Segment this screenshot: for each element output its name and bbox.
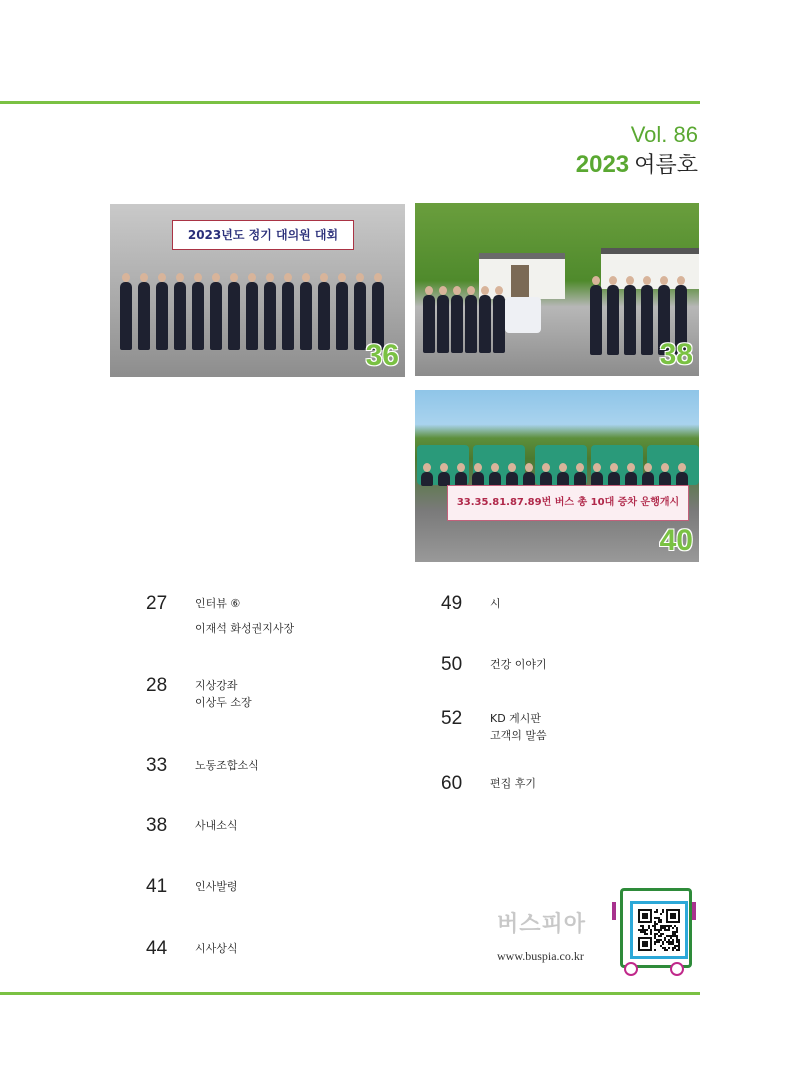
qr-module	[660, 945, 662, 947]
qr-module	[676, 939, 678, 941]
person-figure	[210, 282, 222, 350]
person-head	[338, 273, 346, 282]
person-figure	[300, 282, 312, 350]
person-head	[230, 273, 238, 282]
qr-module	[642, 913, 648, 919]
qr-module	[666, 929, 668, 931]
person-head	[474, 463, 482, 472]
qr-module	[660, 925, 662, 927]
qr-module	[674, 931, 676, 933]
qr-module	[668, 935, 670, 937]
qr-module	[676, 937, 678, 939]
qr-module	[676, 927, 678, 929]
person-figure	[354, 282, 366, 350]
toc-title	[195, 817, 395, 834]
qr-module	[658, 939, 660, 941]
person-figure	[437, 295, 449, 353]
qr-module	[672, 949, 674, 951]
toc-title	[195, 595, 395, 637]
person-head	[525, 463, 533, 472]
person-head	[425, 286, 433, 295]
person-figure	[574, 472, 586, 486]
qr-module	[672, 947, 674, 949]
qr-module	[660, 913, 662, 915]
monument	[511, 265, 529, 297]
qr-module	[668, 939, 670, 941]
qr-module	[656, 933, 658, 935]
person-figure	[641, 285, 653, 355]
qr-module	[676, 929, 678, 931]
qr-module	[662, 943, 664, 945]
qr-module	[642, 925, 644, 927]
qr-module	[654, 911, 656, 913]
person-head	[644, 463, 652, 472]
buspia-logo-text: 버스피아	[497, 912, 587, 937]
person-head	[610, 463, 618, 472]
qr-module	[668, 929, 670, 931]
person-figure	[451, 295, 463, 353]
person-figure	[591, 472, 603, 486]
person-figure	[228, 282, 240, 350]
qr-module	[678, 943, 680, 945]
qr-module	[666, 949, 668, 951]
toc-title	[195, 677, 395, 711]
person-figure	[174, 282, 186, 350]
person-figure	[438, 472, 450, 486]
qr-module	[664, 927, 666, 929]
qr-module	[678, 949, 680, 951]
qr-module	[644, 933, 646, 935]
qr-module	[678, 947, 680, 949]
qr-module	[670, 943, 672, 945]
toc-subtitle: 이상두 소장	[195, 696, 252, 709]
unveil-cloth	[505, 297, 541, 333]
toc-title	[490, 595, 690, 612]
person-figure	[625, 472, 637, 486]
qr-module	[650, 933, 652, 935]
qr-module	[648, 925, 650, 927]
person-head	[176, 273, 184, 282]
person-figure	[423, 295, 435, 353]
qr-module	[654, 933, 656, 935]
qr-module	[672, 933, 674, 935]
person-head	[609, 276, 617, 285]
qr-module	[668, 943, 670, 945]
person-head	[320, 273, 328, 282]
person-head	[453, 286, 461, 295]
person-figure	[472, 472, 484, 486]
person-head	[677, 276, 685, 285]
qr-module	[662, 947, 664, 949]
qr-module	[672, 927, 674, 929]
qr-module	[656, 909, 658, 911]
person-head	[593, 463, 601, 472]
person-figure	[120, 282, 132, 350]
qr-module	[668, 947, 670, 949]
person-figure	[138, 282, 150, 350]
person-head	[248, 273, 256, 282]
qr-module	[676, 935, 678, 937]
toc-page-number: 44	[146, 938, 168, 959]
qr-module	[662, 933, 664, 935]
qr-module	[676, 945, 678, 947]
person-head	[356, 273, 364, 282]
qr-module	[664, 929, 666, 931]
qr-module	[666, 925, 668, 927]
qr-module	[656, 941, 658, 943]
qr-module	[676, 931, 678, 933]
qr-module	[642, 931, 644, 933]
bus-handle-right	[692, 902, 696, 920]
qr-module	[668, 941, 670, 943]
qr-module	[656, 917, 658, 919]
person-head	[158, 273, 166, 282]
person-figure	[318, 282, 330, 350]
qr-module	[654, 927, 656, 929]
qr-module	[664, 925, 666, 927]
toc-title-text: 건강 이야기	[490, 658, 547, 671]
qr-module	[640, 925, 642, 927]
toc-title	[490, 656, 690, 673]
person-figure	[624, 285, 636, 355]
qr-module	[674, 933, 676, 935]
person-figure	[479, 295, 491, 353]
person-head	[481, 286, 489, 295]
qr-module	[662, 909, 664, 911]
person-figure	[676, 472, 688, 486]
qr-module	[656, 939, 658, 941]
person-head	[542, 463, 550, 472]
qr-module	[658, 929, 660, 931]
toc-title	[195, 878, 395, 895]
photo-meeting[interactable]	[110, 204, 405, 377]
person-figure	[192, 282, 204, 350]
qr-module	[658, 931, 660, 933]
person-figure	[608, 472, 620, 486]
person-head	[439, 286, 447, 295]
meeting-banner: 2023년도 정기 대의원 대회	[172, 220, 354, 250]
person-figure	[607, 285, 619, 355]
qr-module	[678, 945, 680, 947]
toc-title-text: 지상강좌	[195, 679, 238, 692]
qr-module	[660, 921, 662, 923]
qr-module	[664, 939, 666, 941]
person-head	[626, 276, 634, 285]
person-head	[592, 276, 600, 285]
qr-module	[644, 931, 646, 933]
person-figure	[506, 472, 518, 486]
toc-title	[490, 775, 690, 792]
person-figure	[264, 282, 276, 350]
person-head	[140, 273, 148, 282]
toc-page-number: 41	[146, 876, 168, 897]
qr-module	[664, 947, 666, 949]
qr-module	[638, 929, 640, 931]
qr-module	[662, 927, 664, 929]
qr-module	[640, 931, 642, 933]
qr-module	[652, 925, 654, 927]
qr-module	[662, 941, 664, 943]
qr-module	[650, 929, 652, 931]
issue-season: 여름호	[634, 153, 698, 178]
qr-module	[664, 937, 666, 939]
toc-title	[195, 940, 395, 957]
qr-module	[674, 935, 676, 937]
qr-module	[642, 927, 644, 929]
person-figure	[156, 282, 168, 350]
qr-module	[654, 943, 656, 945]
person-head	[302, 273, 310, 282]
qr-module	[640, 929, 642, 931]
person-head	[495, 286, 503, 295]
qr-module	[678, 941, 680, 943]
qr-module	[658, 935, 660, 937]
person-figure	[557, 472, 569, 486]
toc-page-number: 28	[146, 675, 168, 696]
toc-title-text: 시사상식	[195, 942, 238, 955]
qr-module	[642, 929, 644, 931]
photo-page-number: 38	[659, 338, 693, 371]
qr-code-box[interactable]	[630, 901, 688, 959]
toc-subtitle: 고객의 말씀	[490, 729, 547, 742]
qr-module	[654, 949, 656, 951]
toc-page-number: 38	[146, 815, 168, 836]
top-divider	[0, 101, 700, 104]
toc-title	[195, 757, 395, 774]
bottom-divider	[0, 992, 700, 995]
qr-module	[672, 941, 674, 943]
qr-module	[654, 925, 656, 927]
qr-module	[654, 937, 656, 939]
toc-page-number: 33	[146, 755, 168, 776]
bus-handle-left	[612, 902, 616, 920]
toc-title-text: 인터뷰 ⑥	[195, 597, 241, 610]
qr-module	[646, 933, 648, 935]
qr-module	[660, 927, 662, 929]
qr-module	[660, 939, 662, 941]
qr-module	[662, 925, 664, 927]
issue-season-line	[576, 150, 698, 182]
qr-module	[658, 917, 660, 919]
website-url[interactable]: www.buspia.co.kr	[497, 949, 584, 963]
qr-module	[660, 935, 662, 937]
qr-module	[668, 927, 670, 929]
person-head	[122, 273, 130, 282]
person-head	[678, 463, 686, 472]
wheel-icon	[624, 962, 638, 976]
qr-module	[654, 923, 656, 925]
photo-bus-launch[interactable]	[415, 390, 699, 562]
person-head	[627, 463, 635, 472]
photo-page-number: 36	[365, 339, 399, 372]
qr-module	[654, 935, 656, 937]
qr-module	[662, 911, 664, 913]
qr-module	[672, 931, 674, 933]
qr-module	[668, 925, 670, 927]
qr-module	[670, 941, 672, 943]
person-figure	[540, 472, 552, 486]
photo-page-number: 40	[659, 524, 693, 557]
toc-title	[490, 710, 690, 744]
person-head	[661, 463, 669, 472]
qr-module	[666, 935, 668, 937]
qr-module	[670, 925, 672, 927]
qr-module	[676, 949, 678, 951]
qr-module	[672, 935, 674, 937]
person-head	[576, 463, 584, 472]
qr-module	[656, 911, 658, 913]
qr-module	[656, 923, 658, 925]
person-head	[457, 463, 465, 472]
qr-module	[646, 929, 648, 931]
person-head	[508, 463, 516, 472]
toc-title-text: 편집 후기	[490, 777, 537, 790]
person-figure	[493, 295, 505, 353]
toc-title-text: KD 게시판	[490, 712, 542, 725]
person-head	[374, 273, 382, 282]
person-head	[467, 286, 475, 295]
toc-subtitle: 이재석 화성권지사장	[195, 622, 295, 635]
issue-info	[576, 122, 698, 182]
qr-module	[670, 935, 672, 937]
person-figure	[465, 295, 477, 353]
person-head	[212, 273, 220, 282]
qr-module	[674, 945, 676, 947]
qr-module	[666, 941, 668, 943]
person-head	[423, 463, 431, 472]
qr-module	[644, 929, 646, 931]
toc-title-text: 사내소식	[195, 819, 238, 832]
qr-module	[658, 919, 660, 921]
qr-module	[648, 927, 650, 929]
person-head	[660, 276, 668, 285]
person-figure	[455, 472, 467, 486]
person-figure	[282, 282, 294, 350]
person-head	[284, 273, 292, 282]
toc-title-text: 노동조합소식	[195, 759, 259, 772]
wheel-icon	[670, 962, 684, 976]
toc-page-number: 52	[441, 708, 463, 729]
qr-code-icon	[638, 909, 680, 951]
volume-number: Vol. 86	[630, 122, 698, 147]
qr-module	[642, 941, 648, 947]
person-figure	[659, 472, 671, 486]
qr-module	[650, 931, 652, 933]
qr-module	[654, 921, 656, 923]
qr-module	[660, 929, 662, 931]
qr-module	[676, 941, 678, 943]
issue-year: 2023	[575, 151, 630, 178]
person-figure	[642, 472, 654, 486]
toc-page-number: 60	[441, 773, 463, 794]
qr-module	[670, 913, 676, 919]
person-head	[194, 273, 202, 282]
person-head	[559, 463, 567, 472]
qr-module	[674, 947, 676, 949]
qr-module	[660, 933, 662, 935]
qr-module	[674, 925, 676, 927]
toc-page-number: 27	[146, 593, 168, 614]
person-figure	[590, 285, 602, 355]
person-figure	[421, 472, 433, 486]
person-figure	[246, 282, 258, 350]
qr-module	[658, 921, 660, 923]
person-head	[440, 463, 448, 472]
qr-bus-frame	[620, 888, 692, 968]
person-figure	[489, 472, 501, 486]
qr-module	[670, 937, 672, 939]
qr-module	[654, 941, 656, 943]
photo-ceremony[interactable]	[415, 203, 699, 376]
toc-page-number: 49	[441, 593, 463, 614]
qr-module	[654, 917, 656, 919]
bus	[647, 445, 699, 485]
person-head	[643, 276, 651, 285]
toc-page-number: 50	[441, 654, 463, 675]
qr-module	[656, 929, 658, 931]
qr-module	[654, 929, 656, 931]
qr-module	[672, 939, 674, 941]
person-figure	[336, 282, 348, 350]
person-head	[491, 463, 499, 472]
toc-title-text: 시	[490, 597, 501, 610]
qr-module	[660, 919, 662, 921]
qr-module	[678, 939, 680, 941]
qr-module	[658, 941, 660, 943]
qr-module	[664, 949, 666, 951]
qr-module	[672, 943, 674, 945]
person-head	[266, 273, 274, 282]
toc-title-text: 인사발령	[195, 880, 238, 893]
bus-launch-banner: 33.35.81.87.89번 버스 총 10대 증차 운행개시	[447, 485, 689, 521]
person-figure	[523, 472, 535, 486]
